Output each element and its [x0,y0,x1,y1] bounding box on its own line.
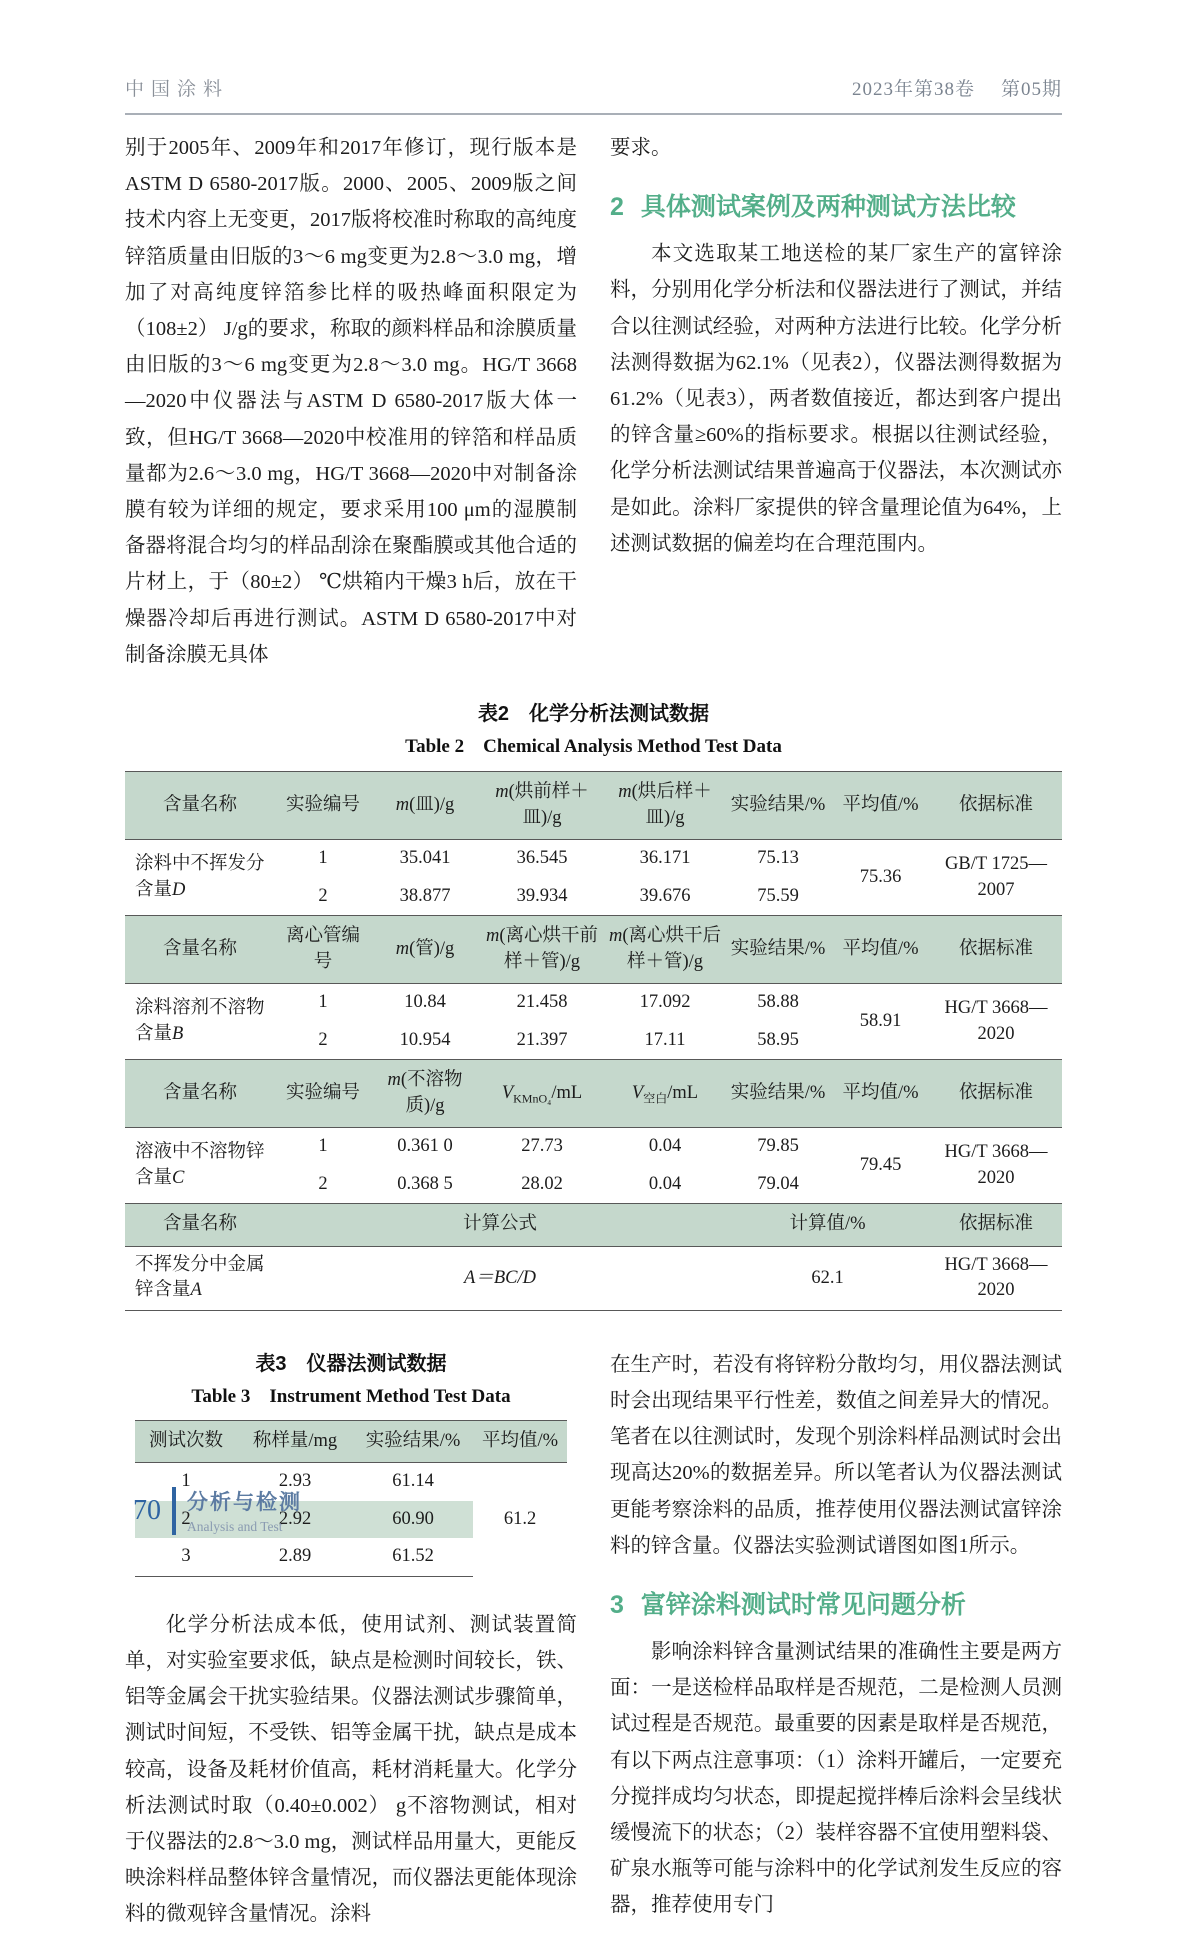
table-cell: 28.02 [521,1173,563,1194]
table-cell: 2.89 [237,1538,353,1576]
average-cell: 58.91 [859,1010,902,1031]
table-cell: 1 [318,1136,328,1157]
header-cell: 含量名称 [125,1060,275,1128]
table-cell: 0.368 5 [397,1173,453,1194]
paragraph: 本文选取某工地送检的某厂家生产的富锌涂料，分别用化学分析法和仪器法进行了测试，并结合以往测试经验，对两种方法进行比较。化学分析法测得数据为62.1%（见表2），仪器法测得数据为61.2%（见表3），两者数值接近，都达到客户提出的锌含量≥60%的指标要求。根据以往测试经验，化学分析法测试结果普遍高于仪器法，本次测试亦是如此。涂料厂家提供的锌含量理论值为64%，上述测试数据的偏差均在合理范围内。 [610,243,1062,555]
table-cell: 17.092 [639,992,691,1013]
table-cell: 2.92 [237,1501,353,1539]
header-cell: m(烘后样＋皿)/g [605,772,725,840]
issue-number: 第05期 [1000,79,1062,100]
standard-cell: HG/T 3668—2020 [930,1246,1062,1310]
header-cell: 实验结果/% [353,1420,473,1463]
header-cell: 平均值/% [831,916,930,984]
header-cell: 测试次数 [135,1420,237,1463]
header-cell: m(皿)/g [371,772,479,840]
table3-header-row [135,1420,567,1463]
header-cell: m(离心烘干前样＋管)/g [479,916,605,984]
table2-header-row-c [125,1060,1062,1128]
table-cell: 36.171 [639,848,691,869]
section-heading-3 [610,1585,1062,1621]
table2-header-row-b [125,916,1062,984]
table-cell: 21.458 [516,992,568,1013]
table-cell: 1 [181,1471,191,1492]
page-footer [133,1486,302,1535]
content-name-cell: 涂料中不挥发分含量D [135,854,265,900]
header-cell: 计算公式 [275,1204,725,1247]
right-column-top [610,130,1062,673]
table2-chemical-analysis [125,771,1062,1311]
content-name-cell: 涂料溶剂不溶物含量B [135,998,265,1044]
table3-caption-en: Table 3 Instrument Method Test Data [191,1385,511,1407]
left-column-top [125,130,577,673]
table-cell: 58.95 [757,1029,799,1050]
header-cell: m(离心烘干后样＋管)/g [605,916,725,984]
table-row [125,840,1062,878]
header-cell: m(管)/g [371,916,479,984]
header-cell: 实验编号 [275,772,371,840]
section-number: 2 [610,193,624,222]
header-cell: 依据标准 [930,1204,1062,1247]
table-cell: 58.88 [757,992,799,1013]
section-heading-2 [610,187,1062,223]
header-cell: m(烘前样＋皿)/g [479,772,605,840]
table-cell: 39.676 [639,885,691,906]
table-row [125,984,1062,1022]
header-cell: 含量名称 [125,916,275,984]
table-cell: 38.877 [399,885,451,906]
paragraph: 要求。 [610,137,672,159]
journal-name: 中国涂料 [125,79,230,100]
content-name-cell: 不挥发分中金属锌含量A [125,1246,275,1310]
table-cell: 35.041 [399,848,451,869]
table-cell: 0.361 0 [397,1136,453,1157]
header-cell: 实验结果/% [725,1060,831,1128]
header-cell: $V_{空白}/mL$ [605,1060,725,1128]
table3-caption [125,1347,577,1408]
bottom-columns [125,1347,1062,1933]
header-cell: 计算值/% [725,1204,930,1247]
table-cell: 2.93 [278,1471,312,1492]
table3-caption-zh: 表3 仪器法测试数据 [255,1352,447,1375]
section-number: 3 [610,1591,624,1619]
table-cell: 79.04 [757,1173,799,1194]
average-cell: 79.45 [859,1154,902,1175]
header-cell: 平均值/% [831,1060,930,1128]
paragraph: 影响涂料锌含量测试结果的准确性主要是两方面：一是送检样品取样是否规范，二是检测人员测试过程是否规范。最重要的因素是取样是否规范，有以下两点注意事项：（1）涂料开罐后，一定要充分搅拌成均匀状态，即提起搅拌棒后涂料会呈线状缓慢流下的状态；（2）装样容器不宜使用塑料袋、矿泉水瓶等可能与涂料中的化学试剂发生反应的容器，推荐使用专门 [610,1641,1062,1917]
right-column-bottom [610,1347,1062,1933]
paragraph: 在生产时，若没有将锌粉分散均匀，用仪器法测试时会出现结果平行性差，数值之间差异大的情况。笔者在以往测试时，发现个别涂料样品测试时会出现高达20%的数据差异。所以笔者认为仪器法测试更能考察涂料的品质，推荐使用仪器法测试富锌涂料的锌含量。仪器法实验测试谱图如图1所示。 [610,1353,1062,1557]
paragraph: 化学分析法成本低，使用试剂、测试装置简单，对实验室要求低，缺点是检测时间较长，铁、铝等金属会干扰实验结果。仪器法测试步骤简单，测试时间短，不受铁、铝等金属干扰，缺点是成本较高，设备及耗材价值高，耗材消耗量大。化学分析法测试时取（0.40±0.002） g不溶物测试，相对于仪器法的2.8～3.0 mg，测试样品用量大，更能反映涂料样品整体锌含量情况，而仪器法更能体现涂料的微观锌含量情况。涂料 [125,1613,577,1926]
table2-caption-zh: 表2 化学分析法测试数据 [477,703,710,726]
table-cell: 60.90 [353,1501,473,1539]
table-row [125,1246,1062,1310]
table-cell: 1 [318,848,328,869]
footer-section-zh: 分析与检测 [187,1491,302,1514]
average-cell: 61.2 [503,1509,537,1530]
table-cell: 61.14 [392,1471,434,1492]
table-cell: 79.85 [757,1136,799,1157]
content-name-cell: 溶液中不溶物锌含量C [135,1142,265,1188]
header-cell: 含量名称 [125,772,275,840]
running-head [125,74,1062,115]
table-cell: 61.52 [353,1538,473,1576]
page-content [125,0,1062,1933]
table-cell: 3 [135,1538,237,1576]
header-cell: 实验结果/% [725,916,831,984]
issue-volume: 2023年第38卷 [851,79,975,100]
footer-divider-bar [172,1487,176,1535]
table-cell: 2 [318,885,328,906]
table-cell: 0.04 [648,1173,682,1194]
table-cell: 10.84 [404,992,446,1013]
header-cell: 称样量/mg [237,1420,353,1463]
table2-caption [125,697,1062,758]
table-cell: 75.13 [757,848,799,869]
page-number: 70 [133,1494,161,1526]
standard-cell: GB/T 1725—2007 [945,854,1047,900]
header-cell: 离心管编号 [275,916,371,984]
table-row [125,1128,1062,1166]
footer-section-en: Analysis and Test [187,1519,283,1534]
section-title: 富锌涂料测试时常见问题分析 [640,1591,966,1619]
calculated-value-cell: 62.1 [725,1246,930,1310]
issue-info [852,74,1062,101]
header-cell: 平均值/% [831,772,930,840]
table-cell: 2 [318,1029,328,1050]
table-cell: 75.59 [757,885,799,906]
table-cell: 2 [318,1173,328,1194]
table-cell: 17.11 [644,1029,686,1050]
header-cell: 实验结果/% [725,772,831,840]
table-cell: 10.954 [399,1029,451,1050]
table-cell: 21.397 [516,1029,568,1050]
header-cell: 依据标准 [930,1060,1062,1128]
table-cell: 1 [318,992,328,1013]
average-cell: 75.36 [859,866,902,887]
header-cell: $V_{KMnO_4}/mL$ [479,1060,605,1128]
footer-section-block [187,1486,302,1535]
table2-header-row-a [125,1204,1062,1247]
header-cell: 实验编号 [275,1060,371,1128]
header-cell: 依据标准 [930,772,1062,840]
section-title: 具体测试案例及两种测试方法比较 [640,193,1016,222]
table-cell: 0.04 [648,1136,682,1157]
standard-cell: HG/T 3668—2020 [944,1142,1048,1188]
table-cell: 27.73 [521,1136,563,1157]
standard-cell: HG/T 3668—2020 [944,998,1048,1044]
formula-cell: A＝BC/D [275,1246,725,1310]
header-cell: 依据标准 [930,916,1062,984]
top-columns [125,130,1062,673]
header-cell: 平均值/% [473,1420,567,1463]
header-cell: m(不溶物质)/g [371,1060,479,1128]
table-cell: 39.934 [516,885,568,906]
table-cell: 2 [135,1501,237,1539]
header-cell: 含量名称 [125,1204,275,1247]
table2-header-row-d [125,772,1062,840]
paragraph: 别于2005年、2009年和2017年修订，现行版本是ASTM D 6580-2017版。2000、2005、2009版之间技术内容上无变更，2017版将校准时称取的高纯度锌箔质量由旧版的3～6 mg变更为2.8～3.0 mg，增加了对高纯度锌箔参比样的吸热峰面积限定为（108±2） J/g的要求，称取的颜料样品和涂膜质量由旧版的3～6 mg变更为2.8～3.0 mg。HG/T 3668—2020中仪器法与ASTM D 6580-2017版大体一致，但HG/T 3668—2020中校准用的锌箔和样品质量都为2.6～3.0 mg，HG/T 3668—2020中对制备涂膜有较为详细的规定，要求采用100 μm的湿膜制备器将混合均匀的样品刮涂在聚酯膜或其他合适的片材上，于（80±2） ℃烘箱内干燥3 h后，放在干燥器冷却后再进行测试。ASTM D 6580-2017中对制备涂膜无具体 [125,137,577,666]
table2-caption-en: Table 2 Chemical Analysis Method Test Data [405,736,782,758]
left-column-bottom [125,1347,577,1933]
table-cell: 36.545 [516,848,568,869]
